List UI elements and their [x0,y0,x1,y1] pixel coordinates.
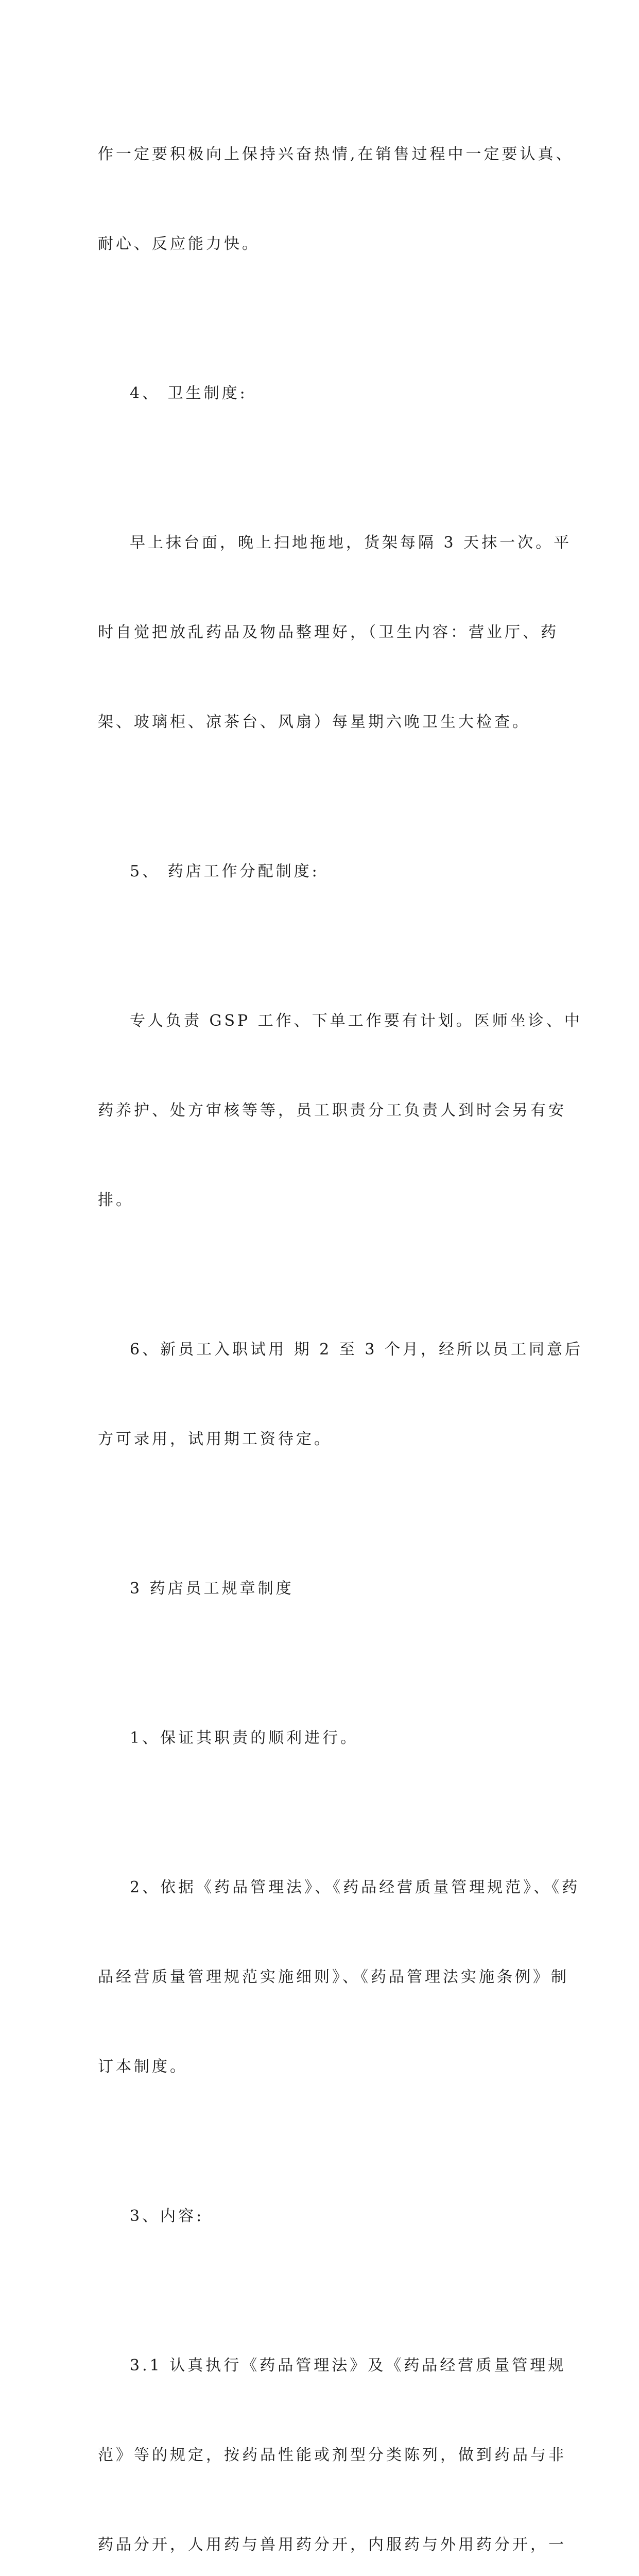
text-line: 排。 [98,1191,134,1209]
section-heading: 5、 药店工作分配制度: [130,862,320,880]
text-line: 专人负责 GSP 工作、下单工作要有计划。医师坐诊、中 [130,1012,582,1030]
document-body [98,80,583,2576]
text-line: 3.1 认真执行《药品管理法》及《药品经营质量管理规 [130,2357,566,2375]
text-line: 架、玻璃柜、凉茶台、风扇）每星期六晚卫生大检查。 [98,713,530,731]
text-line: 1、保证其职责的顺利进行。 [130,1729,359,1747]
paragraph-7 [98,1514,561,1664]
text-line: 订本制度。 [98,2058,188,2076]
paragraph-3 [98,468,572,797]
text-line: 药养护、处方审核等等，员工职责分工负责人到时会另有安 [98,1101,566,1120]
paragraph-1 [98,80,574,319]
text-line: 范》等的规定，按药品性能或剂型分类陈列，做到药品与非 [98,2446,566,2464]
paragraph-6 [98,1275,583,1514]
paragraph-9 [98,1813,580,2142]
text-line: 药品分开，人用药与兽用药分开，内服药与外用药分开，一 [98,2536,566,2554]
paragraph-10 [98,2142,561,2291]
section-heading: 3 药店员工规章制度 [130,1580,294,1598]
text-line: 6、新员工入职试用 期 2 至 3 个月，经所以员工同意后 [130,1341,583,1359]
text-line: 时自觉把放乱药品及物品整理好，（卫生内容：营业厅、药 [98,623,559,641]
section-heading: 3、内容: [130,2207,204,2225]
paragraph-8 [98,1664,561,1813]
paragraph-11 [98,2291,566,2576]
text-line: 作一定要积极向上保持兴奋热情,在销售过程中一定要认真、 [98,145,574,163]
text-line: 早上抹台面，晚上扫地拖地，货架每隔 3 天抹一次。平 [130,534,572,552]
text-line: 方可录用，试用期工资待定。 [98,1430,332,1448]
text-line: 品经营质量管理规范实施细则》、《药品管理法实施条例》制 [98,1968,569,1986]
paragraph-4 [98,797,561,946]
text-line: 耐心、反应能力快。 [98,235,260,253]
section-heading: 4、 卫生制度: [130,384,248,402]
paragraph-2 [98,319,561,468]
paragraph-5 [98,946,582,1275]
text-line: 2、依据《药品管理法》、《药品经营质量管理规范》、《药 [130,1878,580,1896]
